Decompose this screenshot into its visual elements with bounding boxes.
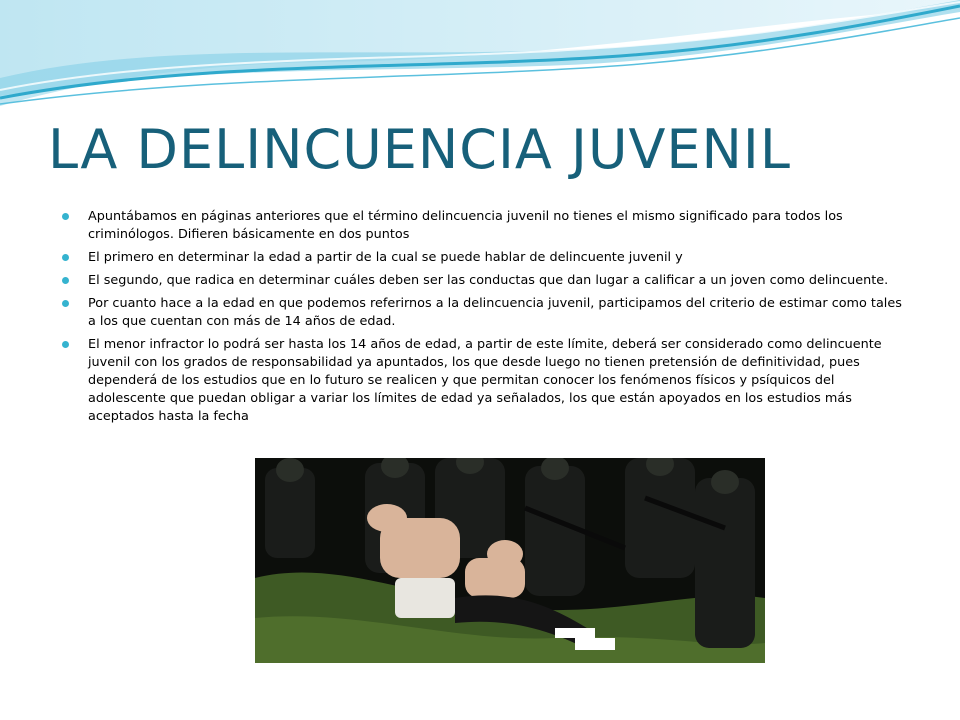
arrest-photo <box>255 458 765 663</box>
bullet-dot-icon <box>62 254 69 261</box>
bullet-text: El primero en determinar la edad a partir de la cual se puede hablar de delincuente juvenil y <box>88 250 683 265</box>
arrest-photo-illustration <box>255 458 765 663</box>
bullet-list <box>60 208 910 431</box>
bullet-dot-icon <box>62 213 69 220</box>
bullet-item <box>60 208 910 244</box>
bullet-dot-icon <box>62 300 69 307</box>
header-wave-decoration <box>0 0 960 120</box>
bullet-item <box>60 295 910 331</box>
bullet-text: Por cuanto hace a la edad en que podemos referirnos a la delincuencia juvenil, participamos del criterio de estimar como tales a los que cuentan con más de 14 años de edad. <box>88 296 902 329</box>
bullet-text: El menor infractor lo podrá ser hasta los 14 años de edad, a partir de este límite, deberá ser considerado como delincuente juvenil con los grados de responsabilidad ya apuntados, los que desde luego no tienen pretensión de definitividad, pues dependerá de los estudios que en lo futuro se realicen y que permitan conocer los fenómenos físicos y psíquicos del adolescente que puedan obligar a variar los límites de edad ya señalados, los que están apoyados en los estudios más aceptados hasta la fecha <box>88 337 882 424</box>
slide-title: LA DELINCUENCIA JUVENIL <box>48 118 791 181</box>
bullet-dot-icon <box>62 341 69 348</box>
bullet-dot-icon <box>62 277 69 284</box>
bullet-text: El segundo, que radica en determinar cuáles deben ser las conductas que dan lugar a calificar a un joven como delincuente. <box>88 273 889 288</box>
bullet-item <box>60 336 910 426</box>
bullet-item <box>60 249 910 267</box>
bullet-text: Apuntábamos en páginas anteriores que el término delincuencia juvenil no tienes el mismo significado para todos los criminólogos. Difieren básicamente en dos puntos <box>88 209 843 242</box>
bullet-item <box>60 272 910 290</box>
